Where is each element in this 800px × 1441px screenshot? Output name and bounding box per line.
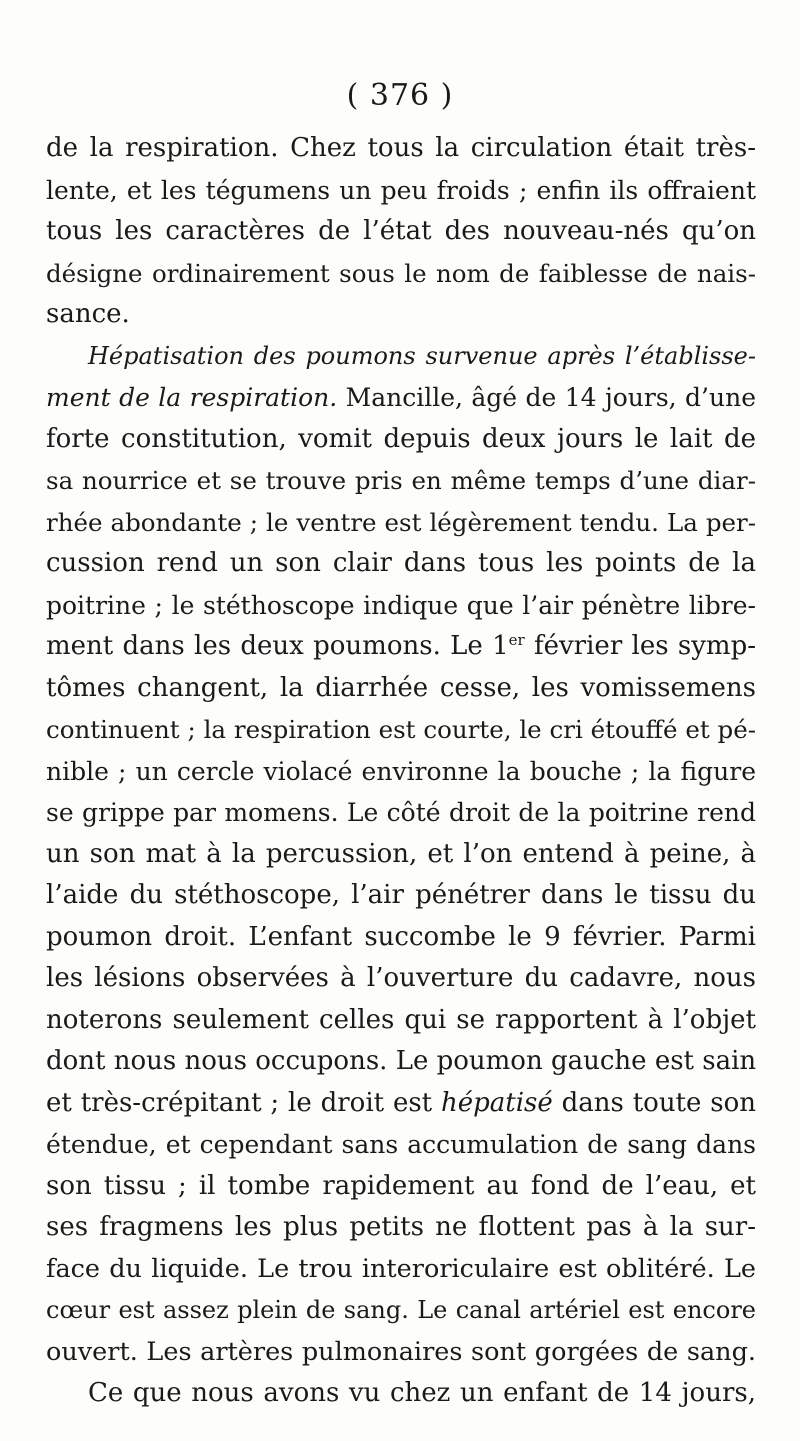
text-line bbox=[46, 834, 756, 876]
text-line bbox=[46, 1207, 756, 1249]
text-line bbox=[46, 1332, 756, 1374]
text-line bbox=[46, 460, 756, 502]
italic-text: ment de la respiration. bbox=[46, 383, 338, 412]
text-segment: ses fragmens les plus petits ne flottent pas à la sur- bbox=[46, 1212, 756, 1242]
text-line bbox=[46, 253, 756, 295]
text-segment: se grippe par momens. Le côté droit de la poitrine rend bbox=[46, 798, 756, 827]
text-line bbox=[46, 1373, 756, 1415]
text-line bbox=[46, 128, 756, 170]
text-line bbox=[46, 958, 756, 1000]
text-segment: dont nous nous occupons. Le poumon gauche est sain bbox=[46, 1046, 757, 1076]
superscript: er bbox=[508, 631, 525, 649]
text-segment: désigne ordinairement sous le nom de faiblesse de nais- bbox=[46, 258, 756, 288]
text-segment: son tissu ; il tombe rapidement au fond de l’eau, et bbox=[46, 1170, 756, 1201]
text-segment: étendue, et cependant sans accumulation de sang dans bbox=[46, 1130, 756, 1159]
text-segment: sa nourrice et se trouve pris en même temps d’une diar- bbox=[46, 466, 756, 495]
text-segment: continuent ; la respiration est courte, le cri étouffé et pé- bbox=[46, 715, 756, 744]
text-line bbox=[46, 419, 756, 461]
text-segment: ouvert. Les artères pulmonaires sont gorgées de sang. bbox=[46, 1336, 756, 1367]
text-line bbox=[46, 336, 756, 378]
text-line bbox=[46, 502, 756, 544]
text-line bbox=[46, 377, 756, 419]
text-segment: cœur est assez plein de sang. Le canal artériel est encore bbox=[46, 1296, 756, 1324]
text-line bbox=[46, 1083, 756, 1125]
text-segment: lente, et les tégumens un peu froids ; enfin ils offraient bbox=[46, 175, 756, 205]
text-line bbox=[46, 875, 756, 917]
text-line bbox=[46, 170, 756, 212]
italic-text: Hépatisation des poumons survenue après l’établisse- bbox=[88, 341, 756, 370]
text-segment: tômes changent, la diarrhée cesse, les vomissemens bbox=[46, 672, 756, 703]
text-segment: sance. bbox=[46, 299, 130, 329]
text-line bbox=[46, 1290, 756, 1332]
text-line bbox=[46, 1041, 756, 1083]
text-line bbox=[46, 751, 756, 793]
text-line bbox=[46, 543, 756, 585]
text-segment: de la respiration. Chez tous la circulation était très- bbox=[46, 133, 756, 163]
text-line bbox=[46, 709, 756, 751]
page-number: ( 376 ) bbox=[346, 78, 454, 113]
text-segment: poitrine ; le stéthoscope indique que l’air pénètre libre- bbox=[46, 590, 756, 620]
text-segment: Ce que nous avons vu chez un enfant de 14 jours, bbox=[88, 1378, 756, 1408]
text-segment: et très-crépitant ; le droit est bbox=[46, 1087, 441, 1118]
text-line bbox=[46, 917, 756, 959]
italic-text: hépatisé bbox=[440, 1087, 553, 1118]
text-segment: ment dans les deux poumons. Le 1 bbox=[46, 631, 509, 661]
text-line bbox=[46, 626, 756, 668]
text-segment: l’aide du stéthoscope, l’air pénétrer dans le tissu du bbox=[46, 880, 756, 910]
text-segment: noterons seulement celles qui se rapportent à l’objet bbox=[46, 1004, 756, 1035]
text-line bbox=[46, 1249, 756, 1291]
text-line bbox=[46, 1166, 756, 1208]
text-line bbox=[46, 1124, 756, 1166]
body-text bbox=[46, 128, 756, 1415]
text-segment: un son mat à la percussion, et l’on entend à peine, à bbox=[46, 838, 756, 869]
text-segment: dans toute son bbox=[552, 1087, 756, 1118]
text-line bbox=[46, 585, 756, 627]
text-segment: cussion rend un son clair dans tous les points de la bbox=[46, 548, 756, 578]
text-segment: tous les caractères de l’état des nouveau-nés qu’on bbox=[46, 216, 756, 246]
text-segment: nible ; un cercle violacé environne la bouche ; la figure bbox=[46, 756, 756, 786]
text-segment: rhée abondante ; le ventre est légèrement tendu. La per- bbox=[46, 507, 756, 537]
text-segment: poumon droit. L’enfant succombe le 9 février. Parmi bbox=[46, 921, 756, 952]
text-segment: forte constitution, vomit depuis deux jours le lait de bbox=[46, 423, 756, 454]
text-segment: face du liquide. Le trou interoriculaire est oblitéré. Le bbox=[46, 1253, 756, 1284]
text-line bbox=[46, 211, 756, 253]
text-segment: les lésions observées à l’ouverture du cadavre, nous bbox=[46, 963, 756, 993]
text-line bbox=[46, 792, 756, 834]
text-line bbox=[46, 1000, 756, 1042]
text-segment: Mancille, âgé de 14 jours, d’une bbox=[337, 383, 756, 412]
text-segment: février les symp- bbox=[524, 631, 756, 661]
text-line bbox=[46, 668, 756, 710]
text-line bbox=[46, 294, 756, 336]
